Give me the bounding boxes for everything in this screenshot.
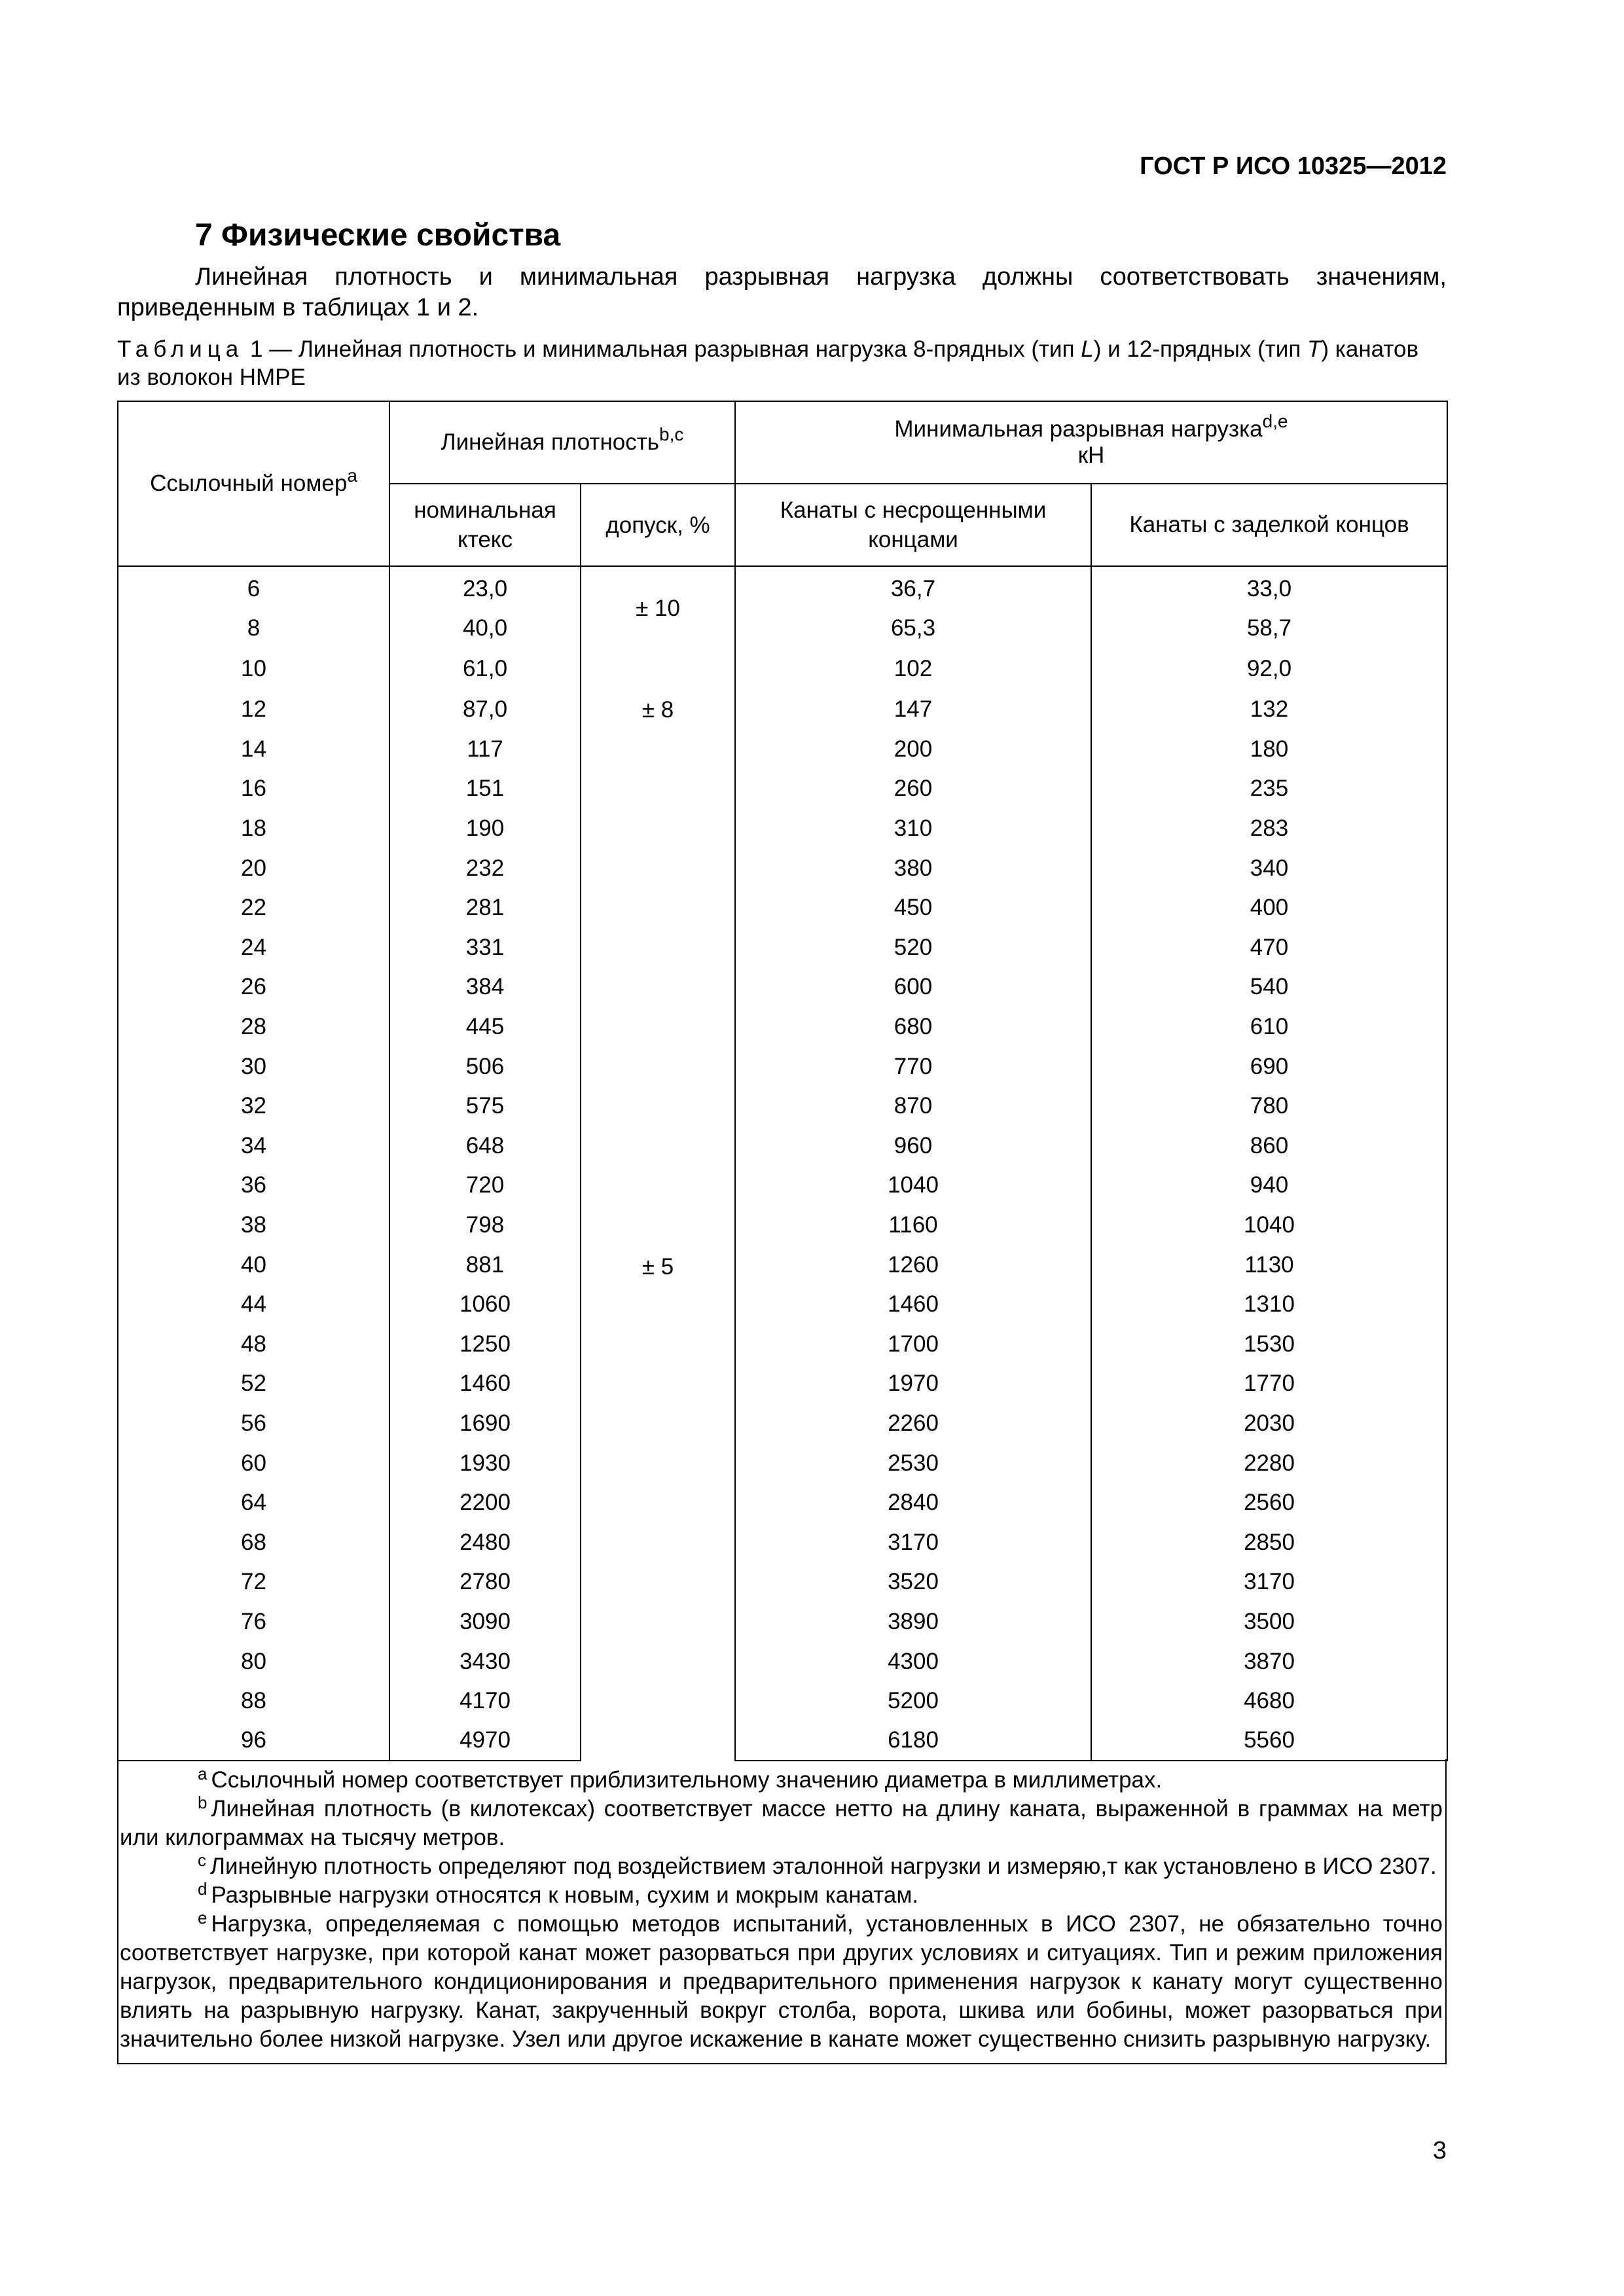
cell-density-nominal: 1930	[389, 1443, 581, 1483]
cell-break-terminated: 1310	[1091, 1285, 1447, 1325]
footnote-ref-a: a	[347, 465, 357, 486]
cell-break-terminated: 1770	[1091, 1364, 1447, 1404]
cell-reference-number: 32	[118, 1086, 389, 1126]
table-row	[118, 809, 1447, 849]
cell-reference-number: 40	[118, 1245, 389, 1285]
cell-break-terminated: 690	[1091, 1047, 1447, 1086]
cell-density-tolerance: ± 8	[581, 649, 735, 730]
cell-break-unspliced: 1460	[735, 1285, 1091, 1325]
cell-break-unspliced: 147	[735, 689, 1091, 730]
cell-reference-number: 34	[118, 1126, 389, 1166]
cell-break-terminated: 340	[1091, 848, 1447, 888]
cell-break-unspliced: 2530	[735, 1443, 1091, 1483]
header-linear-density: Линейная плотность$^{b,c}$	[389, 401, 735, 484]
header-break-terminated: Канаты с заделкой концов	[1091, 484, 1447, 566]
cell-break-unspliced: 1040	[735, 1166, 1091, 1206]
table-row	[118, 848, 1447, 888]
cell-break-unspliced: 260	[735, 769, 1091, 809]
header-breaking-load-unit: кН	[1077, 442, 1105, 468]
cell-reference-number: 20	[118, 848, 389, 888]
cell-reference-number: 10	[118, 649, 389, 689]
table-caption-type-t: T	[1307, 336, 1322, 362]
cell-break-terminated: 283	[1091, 809, 1447, 849]
table-row	[118, 928, 1447, 968]
cell-break-unspliced: 1260	[735, 1245, 1091, 1285]
table-row	[118, 1681, 1447, 1721]
cell-break-unspliced: 36,7	[735, 566, 1091, 609]
table-caption-text: ) и 12-прядных (тип	[1093, 336, 1308, 362]
cell-reference-number: 8	[118, 609, 389, 649]
table-row	[118, 1483, 1447, 1523]
footnote-text: Ссылочный номер соответствует приблизительному значению диаметра в миллиметрах.	[211, 1767, 1163, 1793]
footnote-mark: c	[198, 1850, 206, 1870]
cell-break-unspliced: 2260	[735, 1404, 1091, 1444]
cell-density-nominal: 2200	[389, 1483, 581, 1523]
cell-break-unspliced: 4300	[735, 1641, 1091, 1681]
page-number: 3	[1432, 2137, 1447, 2164]
cell-density-nominal: 1460	[389, 1364, 581, 1404]
cell-reference-number: 16	[118, 769, 389, 809]
cell-break-unspliced: 310	[735, 809, 1091, 849]
cell-density-nominal: 384	[389, 967, 581, 1007]
cell-density-nominal: 23,0	[389, 566, 581, 609]
cell-reference-number: 30	[118, 1047, 389, 1086]
table-row	[118, 730, 1447, 770]
cell-reference-number: 22	[118, 888, 389, 928]
header-break-unspliced: Канаты с несрощенными концами	[735, 484, 1091, 566]
cell-break-terminated: 400	[1091, 888, 1447, 928]
footnote-text: Нагрузка, определяемая с помощью методов испытаний, установленных в ИСО 2307, не обязательно точно соответствует нагрузке, при которой канат может разорваться при других условиях и ситуациях. Тип и режим приложения нагрузок, предварительного кондиционирования и предварительного применения нагрузок к канату могут существенно влиять на разрывную нагрузку. Канат, закрученный вокруг столба, ворота, шкива или бобины, может разорваться при значительно более низкой нагрузке. Узел или другое искажение в канате может существенно снизить разрывную нагрузку.	[120, 1911, 1443, 2052]
cell-break-unspliced: 770	[735, 1047, 1091, 1086]
cell-break-unspliced: 680	[735, 1007, 1091, 1047]
table-row	[118, 1404, 1447, 1444]
cell-density-nominal: 3090	[389, 1602, 581, 1642]
cell-break-terminated: 2280	[1091, 1443, 1447, 1483]
cell-density-nominal: 1250	[389, 1325, 581, 1365]
cell-break-terminated: 92,0	[1091, 649, 1447, 689]
cell-break-terminated: 132	[1091, 689, 1447, 730]
cell-reference-number: 44	[118, 1285, 389, 1325]
cell-break-unspliced: 3890	[735, 1602, 1091, 1642]
footnote-text: Разрывные нагрузки относятся к новым, сухим и мокрым канатам.	[211, 1882, 919, 1908]
table-row	[118, 769, 1447, 809]
table-caption-number: 1	[249, 336, 263, 362]
properties-table	[117, 401, 1448, 1761]
cell-break-unspliced: 5200	[735, 1681, 1091, 1721]
table-caption	[117, 335, 1447, 391]
cell-break-unspliced: 2840	[735, 1483, 1091, 1523]
cell-reference-number: 14	[118, 730, 389, 770]
cell-reference-number: 76	[118, 1602, 389, 1642]
cell-break-terminated: 5560	[1091, 1721, 1447, 1761]
footnote-a	[120, 1766, 1443, 1795]
header-density-tolerance: допуск, %	[581, 484, 735, 566]
footnote-mark: d	[198, 1879, 208, 1899]
cell-break-terminated: 3170	[1091, 1562, 1447, 1602]
cell-density-nominal: 61,0	[389, 649, 581, 689]
table-row	[118, 649, 1447, 689]
cell-reference-number: 80	[118, 1641, 389, 1681]
cell-density-nominal: 40,0	[389, 609, 581, 649]
cell-density-nominal: 2780	[389, 1562, 581, 1602]
cell-break-terminated: 860	[1091, 1126, 1447, 1166]
cell-density-nominal: 506	[389, 1047, 581, 1086]
cell-break-terminated: 4680	[1091, 1681, 1447, 1721]
footnote-text: Линейная плотность (в килотексах) соответствует массе нетто на длину каната, выраженной в граммах на метр или килограммах на тысячу метров.	[120, 1796, 1443, 1850]
cell-break-terminated: 470	[1091, 928, 1447, 968]
cell-break-unspliced: 520	[735, 928, 1091, 968]
table-row	[118, 1007, 1447, 1047]
table-row	[118, 1325, 1447, 1365]
table-caption-text: ) канатов из волокон HMPE	[117, 336, 1419, 390]
document-code: ГОСТ Р ИСО 10325—2012	[1140, 152, 1447, 180]
cell-break-terminated: 610	[1091, 1007, 1447, 1047]
cell-break-unspliced: 600	[735, 967, 1091, 1007]
cell-break-unspliced: 1970	[735, 1364, 1091, 1404]
cell-break-terminated: 540	[1091, 967, 1447, 1007]
table-row	[118, 1562, 1447, 1602]
cell-density-nominal: 720	[389, 1166, 581, 1206]
cell-density-nominal: 798	[389, 1206, 581, 1246]
cell-break-unspliced: 6180	[735, 1721, 1091, 1761]
cell-reference-number: 60	[118, 1443, 389, 1483]
cell-density-nominal: 1060	[389, 1285, 581, 1325]
cell-density-nominal: 331	[389, 928, 581, 968]
table-row	[118, 1126, 1447, 1166]
cell-break-unspliced: 102	[735, 649, 1091, 689]
cell-reference-number: 52	[118, 1364, 389, 1404]
header-density-nominal: номинальная ктекс	[389, 484, 581, 566]
cell-break-unspliced: 1160	[735, 1206, 1091, 1246]
table-row	[118, 1245, 1447, 1285]
cell-break-unspliced: 960	[735, 1126, 1091, 1166]
cell-break-terminated: 1130	[1091, 1245, 1447, 1285]
cell-density-nominal: 281	[389, 888, 581, 928]
cell-break-unspliced: 450	[735, 888, 1091, 928]
table-row	[118, 609, 1447, 649]
cell-reference-number: 6	[118, 566, 389, 609]
cell-break-terminated: 33,0	[1091, 566, 1447, 609]
footnote-mark: a	[198, 1764, 208, 1784]
cell-break-terminated: 940	[1091, 1166, 1447, 1206]
footnote-text: Линейную плотность определяют под воздействием эталонной нагрузки и измеряю,т как установлено в ИСО 2307.	[210, 1854, 1437, 1879]
table-row	[118, 566, 1447, 609]
cell-break-terminated: 2850	[1091, 1522, 1447, 1562]
table-footnotes	[117, 1759, 1447, 2064]
footnote-ref-de: d,e	[1262, 411, 1288, 431]
intro-paragraph: Линейная плотность и минимальная разрывная нагрузка должны соответствовать значениям, приведенным в таблицах 1 и 2.	[117, 263, 1447, 321]
table-row	[118, 1206, 1447, 1246]
cell-density-nominal: 2480	[389, 1522, 581, 1562]
table-row	[118, 1641, 1447, 1681]
cell-density-nominal: 881	[389, 1245, 581, 1285]
cell-density-nominal: 232	[389, 848, 581, 888]
cell-break-terminated: 3870	[1091, 1641, 1447, 1681]
cell-reference-number: 28	[118, 1007, 389, 1047]
table-caption-type-l: L	[1081, 336, 1094, 362]
footnote-e	[120, 1910, 1443, 2054]
table-row	[118, 1285, 1447, 1325]
table-row	[118, 1721, 1447, 1761]
cell-reference-number: 64	[118, 1483, 389, 1523]
cell-break-terminated: 180	[1091, 730, 1447, 770]
cell-break-terminated: 3500	[1091, 1602, 1447, 1642]
table-row	[118, 1364, 1447, 1404]
table-row	[118, 1047, 1447, 1086]
cell-reference-number: 24	[118, 928, 389, 968]
cell-density-nominal: 445	[389, 1007, 581, 1047]
cell-density-nominal: 151	[389, 769, 581, 809]
footnote-ref-bc: b,c	[659, 424, 684, 444]
table-row	[118, 1166, 1447, 1206]
cell-break-unspliced: 380	[735, 848, 1091, 888]
cell-reference-number: 88	[118, 1681, 389, 1721]
cell-density-nominal: 575	[389, 1086, 581, 1126]
cell-reference-number: 18	[118, 809, 389, 849]
section-title: 7 Физические свойства	[195, 218, 561, 253]
cell-density-nominal: 1690	[389, 1404, 581, 1444]
cell-density-nominal: 4970	[389, 1721, 581, 1761]
cell-break-terminated: 235	[1091, 769, 1447, 809]
table-row	[118, 1602, 1447, 1642]
cell-density-nominal: 87,0	[389, 689, 581, 730]
cell-density-tolerance: ± 10	[581, 566, 735, 649]
cell-reference-number: 48	[118, 1325, 389, 1365]
cell-density-nominal: 190	[389, 809, 581, 849]
cell-break-terminated: 58,7	[1091, 609, 1447, 649]
cell-reference-number: 56	[118, 1404, 389, 1444]
table-row	[118, 1086, 1447, 1126]
cell-reference-number: 26	[118, 967, 389, 1007]
cell-break-unspliced: 1700	[735, 1325, 1091, 1365]
cell-reference-number: 72	[118, 1562, 389, 1602]
cell-break-unspliced: 65,3	[735, 609, 1091, 649]
footnote-mark: b	[198, 1793, 208, 1812]
cell-break-unspliced: 3520	[735, 1562, 1091, 1602]
footnote-mark: e	[198, 1908, 208, 1928]
table-row	[118, 888, 1447, 928]
table-row	[118, 689, 1447, 730]
cell-break-terminated: 2560	[1091, 1483, 1447, 1523]
table-row	[118, 967, 1447, 1007]
table-caption-text: — Линейная плотность и минимальная разрывная нагрузка 8-прядных (тип	[262, 336, 1081, 362]
cell-reference-number: 68	[118, 1522, 389, 1562]
cell-reference-number: 36	[118, 1166, 389, 1206]
cell-density-nominal: 648	[389, 1126, 581, 1166]
header-reference-number: Ссылочный номер$^a$	[118, 401, 389, 566]
footnote-c	[120, 1852, 1443, 1881]
table-caption-label: Таблица	[117, 336, 244, 362]
footnote-b	[120, 1795, 1443, 1852]
cell-break-terminated: 2030	[1091, 1404, 1447, 1444]
cell-break-terminated: 1040	[1091, 1206, 1447, 1246]
cell-reference-number: 96	[118, 1721, 389, 1761]
cell-reference-number: 38	[118, 1206, 389, 1246]
cell-density-nominal: 3430	[389, 1641, 581, 1681]
header-breaking-load: Минимальная разрывная нагрузка$^{d,e}$ кН	[735, 401, 1447, 484]
cell-density-tolerance: ± 5	[581, 730, 735, 1761]
cell-reference-number: 12	[118, 689, 389, 730]
cell-break-unspliced: 3170	[735, 1522, 1091, 1562]
footnote-d	[120, 1881, 1443, 1910]
table-row	[118, 1443, 1447, 1483]
cell-break-unspliced: 870	[735, 1086, 1091, 1126]
cell-density-nominal: 4170	[389, 1681, 581, 1721]
cell-density-nominal: 117	[389, 730, 581, 770]
table-row	[118, 1522, 1447, 1562]
cell-break-unspliced: 200	[735, 730, 1091, 770]
cell-break-terminated: 780	[1091, 1086, 1447, 1126]
cell-break-terminated: 1530	[1091, 1325, 1447, 1365]
